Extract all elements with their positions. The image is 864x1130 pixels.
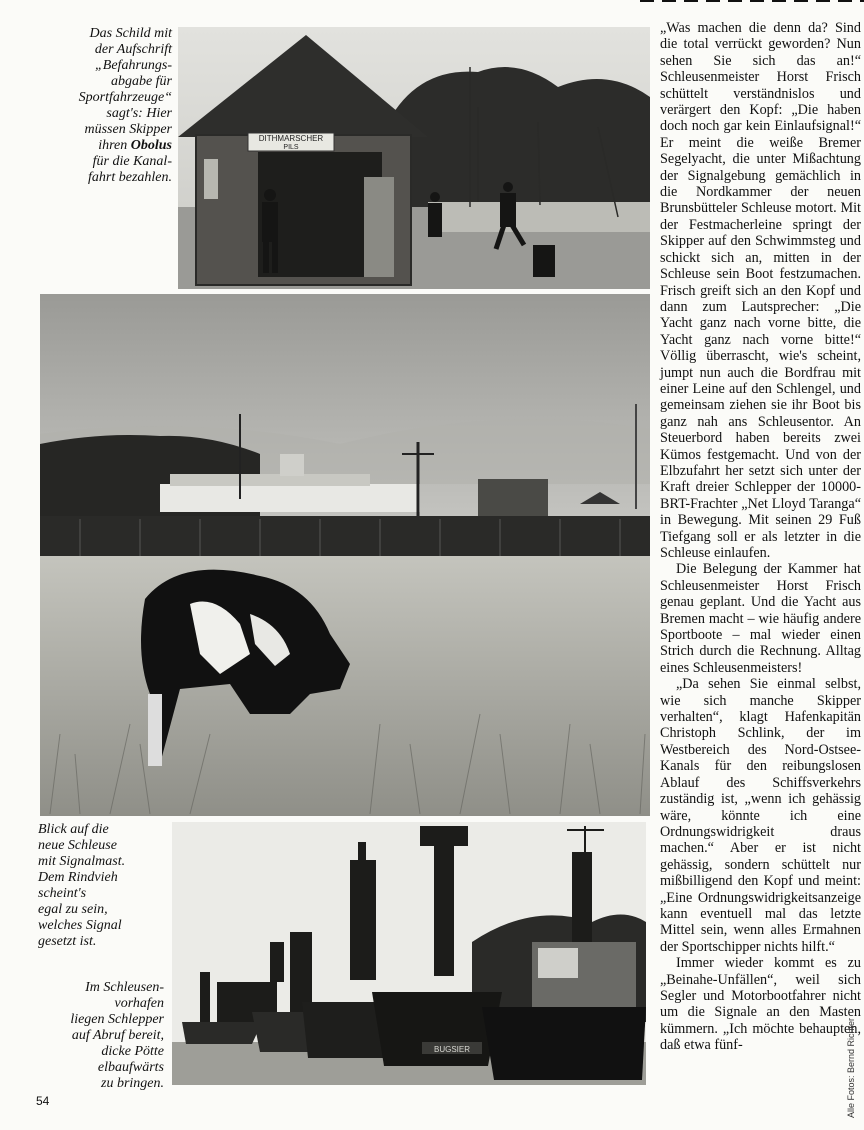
article-paragraph: Die Belegung der Kammer hat Schleusenmeister Horst Frisch genau geplant. Und die Yacht aus Bremen macht – wie häufig andere Sportboote – mal wieder einen Strich durch die Rechnung. Alltag eines Schleusenmeisters! [660,561,861,676]
caption-line: mit Signalmast. [38,854,126,869]
caption-schild [30,26,172,186]
caption-line: sagt's: Hier [106,106,172,121]
caption-line: dicke Pötte [101,1044,164,1059]
caption-line: für die Kanal- [92,154,172,169]
caption-line: vorhafen [114,996,164,1011]
caption-line: liegen Schlepper [70,1012,164,1027]
article-body [660,20,861,1054]
caption-line: neue Schleuse [38,838,117,853]
article-paragraph: „Da sehen Sie einmal selbst, wie sich manche Skipper verhalten“, klagt Hafenkapitän Christoph Schlink, der im Westbereich des Nord-Ostsee-Kanals für den reibungslosen Ablauf des Schiffsverkehrs zuständig ist, „wenn ich gehässig wäre, könnte ich eine Ordnungswidrigkeit draus machen.“ Aber er ist nicht gehässig, sondern schüttelt nur mißbilligend den Kopf und meint: „Eine Ordnungswidrigkeitsanzeige kann eventuell mal das letzte Mittel sein, wenn alles Ermahnen der Sportschipper nichts hilft.“ [660,676,861,955]
caption-line: Blick auf die [38,822,109,837]
caption-vorhafen [30,980,164,1092]
caption-line: egal zu sein, [38,902,108,917]
article-paragraph: „Was machen die denn da? Sind die total verrückt geworden? Nun sehen Sie sich das an!“ Schleusenmeister Horst Frisch schüttelt verständnislos und verärgert den Kopf: „Die haben doch noch gar kein Einlaufsignal!“ Er meint die weiße Bremer Segelyacht, die unter Mißachtung der Signalgebung gemächlich in die Nordkammer der neuen Brunsbütteler Schleuse motort. Mit der Festmacherleine springt der Skipper auf den Schwimmsteg und schickt sich an, mitten in der Schleuse sein Boot festzumachen. Frisch greift sich an den Kopf und dann zum Lautsprecher: „Die Yacht ganz nach vorne bitte, die Yacht ganz nach vorne bitte!“ Völlig überrascht, wie's scheint, jumpt nun auch die Bordfrau mit einer Leine auf den Schlengel, und gemeinsam ziehen sie ihr Boot bis ganz nah ans Schleusentor. An Steuerbord haben bereits zwei Kümos festgemacht. Und von der Elbzufahrt her setzt sich unter der Kraft dreier Schlepper der 10000-BRT-Frachter „Net Lloyd Taranga“ in Bewegung. Mit seinen 29 Fuß Tiefgang soll er als letzter in die Schleuse einlaufen. [660,20,861,561]
booth-sign-top: DITHMARSCHER [258,134,324,143]
tug-name: BUGSIER [433,1045,471,1054]
caption-line: welches Signal [38,918,122,933]
caption-line: fahrt bezahlen. [88,170,172,185]
caption-line: Im Schleusen- [85,980,164,995]
page-number: 54 [36,1094,50,1108]
caption-line: zu bringen. [101,1076,164,1091]
caption-line: scheint's [38,886,87,901]
photo-tugboats [172,822,646,1085]
caption-line: auf Abruf bereit, [71,1028,164,1043]
caption-line: Das Schild mit [89,26,172,41]
photo-lock-with-cow [40,294,650,816]
caption-line: „Befahrungs- [95,58,172,73]
photo-toll-booth [178,27,650,289]
caption-line: der Aufschrift [94,42,172,57]
photo-credit: Alle Fotos: Bernd Richter [846,1017,856,1118]
booth-sign-bottom: PILS [283,144,299,151]
header-rule [640,0,864,2]
caption-line: abgabe für [110,74,172,89]
caption-line: Sportfahrzeuge“ [78,90,172,105]
article-paragraph: Immer wieder kommt es zu „Beinahe-Unfällen“, weil sich Segler und Motorbootfahrer nicht um die Signale an den Masten kümmern. „Ich möchte behaupten, daß etwa fünf- [660,955,861,1054]
caption-schleuse [38,822,178,950]
caption-line: ihren Obolus [98,138,172,153]
caption-line: elbaufwärts [97,1060,164,1075]
caption-line: gesetzt ist. [38,934,97,949]
caption-line: Dem Rindvieh [38,870,118,885]
caption-line: müssen Skipper [84,122,172,137]
